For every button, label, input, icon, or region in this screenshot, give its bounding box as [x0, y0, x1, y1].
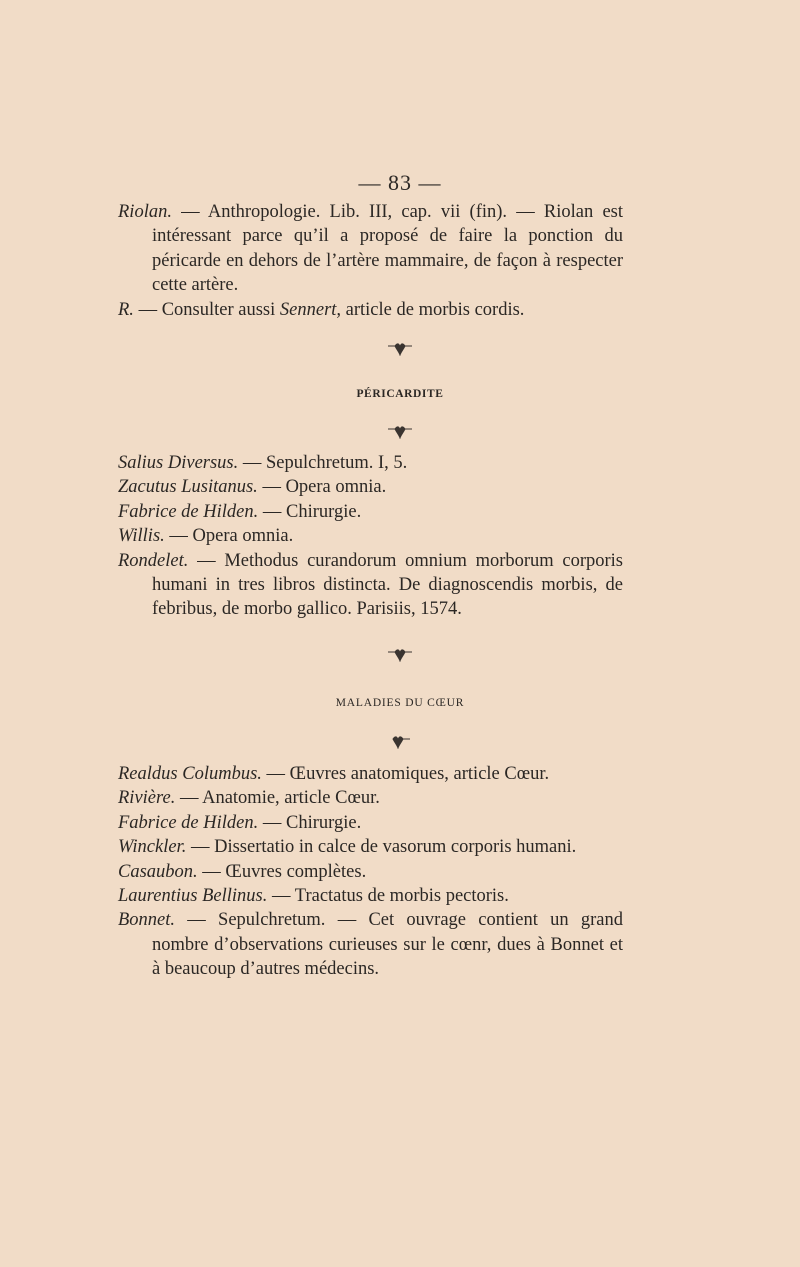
- entry-author: Bonnet.: [118, 910, 176, 931]
- entry-author: Rondelet.: [118, 550, 189, 571]
- entry-text: — Consulter aussi: [138, 299, 276, 320]
- entry-text: — Opera omnia.: [262, 477, 387, 498]
- bibliography-entry: [118, 835, 623, 859]
- entry-text: — Dissertatio in calce de vasorum corporis humani.: [190, 837, 577, 858]
- bibliography-entry: [118, 860, 623, 884]
- page-number: — 83 —: [358, 170, 442, 195]
- entry-text: — Œuvres anatomiques, article Cœur.: [266, 764, 550, 784]
- entry-text: — Chirurgie.: [262, 501, 362, 522]
- entry-author: Casaubon.: [118, 861, 198, 882]
- entry-author: Winckler.: [118, 837, 187, 858]
- entry-text: — Methodus curandorum omnium morborum corporis humani in tres libros distincta. De diagnoscendis morbis, de febribus, de morbo gallico. Parisiis, 1574.: [152, 550, 624, 620]
- bibliography-entry: [118, 475, 623, 499]
- fleuron-ornament-icon: [0, 735, 800, 753]
- entry-text: — Tractatus de morbis pectoris.: [272, 886, 509, 907]
- entry-author: R.: [118, 299, 134, 320]
- entry-author: Fabrice de Hilden.: [118, 812, 259, 833]
- fleuron-ornament-icon: [0, 648, 800, 666]
- fleuron-ornament-icon: [0, 342, 800, 360]
- entry-author: Realdus Columbus.: [118, 764, 262, 784]
- entry-author: Fabrice de Hilden.: [118, 501, 259, 522]
- section-heading-pericardite: PÉRICARDITE: [356, 388, 444, 400]
- bibliography-entry: [118, 786, 623, 810]
- section-pericardite: [118, 451, 623, 622]
- entry-author: Rivière.: [118, 788, 176, 809]
- bibliography-entry: [118, 762, 623, 786]
- section-riolan: [118, 200, 623, 322]
- entry-author: Laurentius Bellinus.: [118, 886, 268, 907]
- entry-text: — Sepulchretum. I, 5.: [242, 453, 408, 473]
- entry-text: — Anthropologie. Lib. III, cap. vii (fin). — Riolan est intéressant parce qu’il a proposé de faire la ponction du péricarde en dehors de l’artère mammaire, de façon à respecter cette artère.: [152, 202, 624, 296]
- entry-text: — Opera omnia.: [169, 526, 294, 547]
- entry-author: Willis.: [118, 526, 165, 547]
- section-heading-maladies-du-coeur: MALADIES DU CŒUR: [335, 697, 465, 709]
- bibliography-entry: [118, 524, 623, 548]
- bibliography-entry: [118, 298, 623, 322]
- entry-text-after: article de morbis cordis.: [345, 299, 525, 320]
- entry-author: Salius Diversus.: [118, 453, 239, 473]
- bibliography-entry: [118, 200, 623, 298]
- entry-text: — Anatomie, article Cœur.: [179, 788, 380, 809]
- section-maladies-du-coeur: [118, 762, 623, 982]
- entry-text: — Œuvres complètes.: [202, 861, 367, 882]
- bibliography-entry: [118, 500, 623, 524]
- entry-italic-reference: Sennert,: [279, 299, 342, 320]
- bibliography-entry: [118, 811, 623, 835]
- entry-author: Zacutus Lusitanus.: [118, 477, 258, 498]
- bibliography-entry: [118, 908, 623, 981]
- entry-text: — Sepulchretum. — Cet ouvrage contient un grand nombre d’observations curieuses sur le cœnr, dues à Bonnet et à beaucoup d’autres médecins.: [152, 910, 623, 980]
- entry-text: — Chirurgie.: [262, 812, 362, 833]
- bibliography-entry: [118, 549, 623, 622]
- fleuron-ornament-icon: [0, 425, 800, 443]
- entry-author: Riolan.: [118, 202, 172, 222]
- bibliography-entry: [118, 451, 623, 475]
- bibliography-entry: [118, 884, 623, 908]
